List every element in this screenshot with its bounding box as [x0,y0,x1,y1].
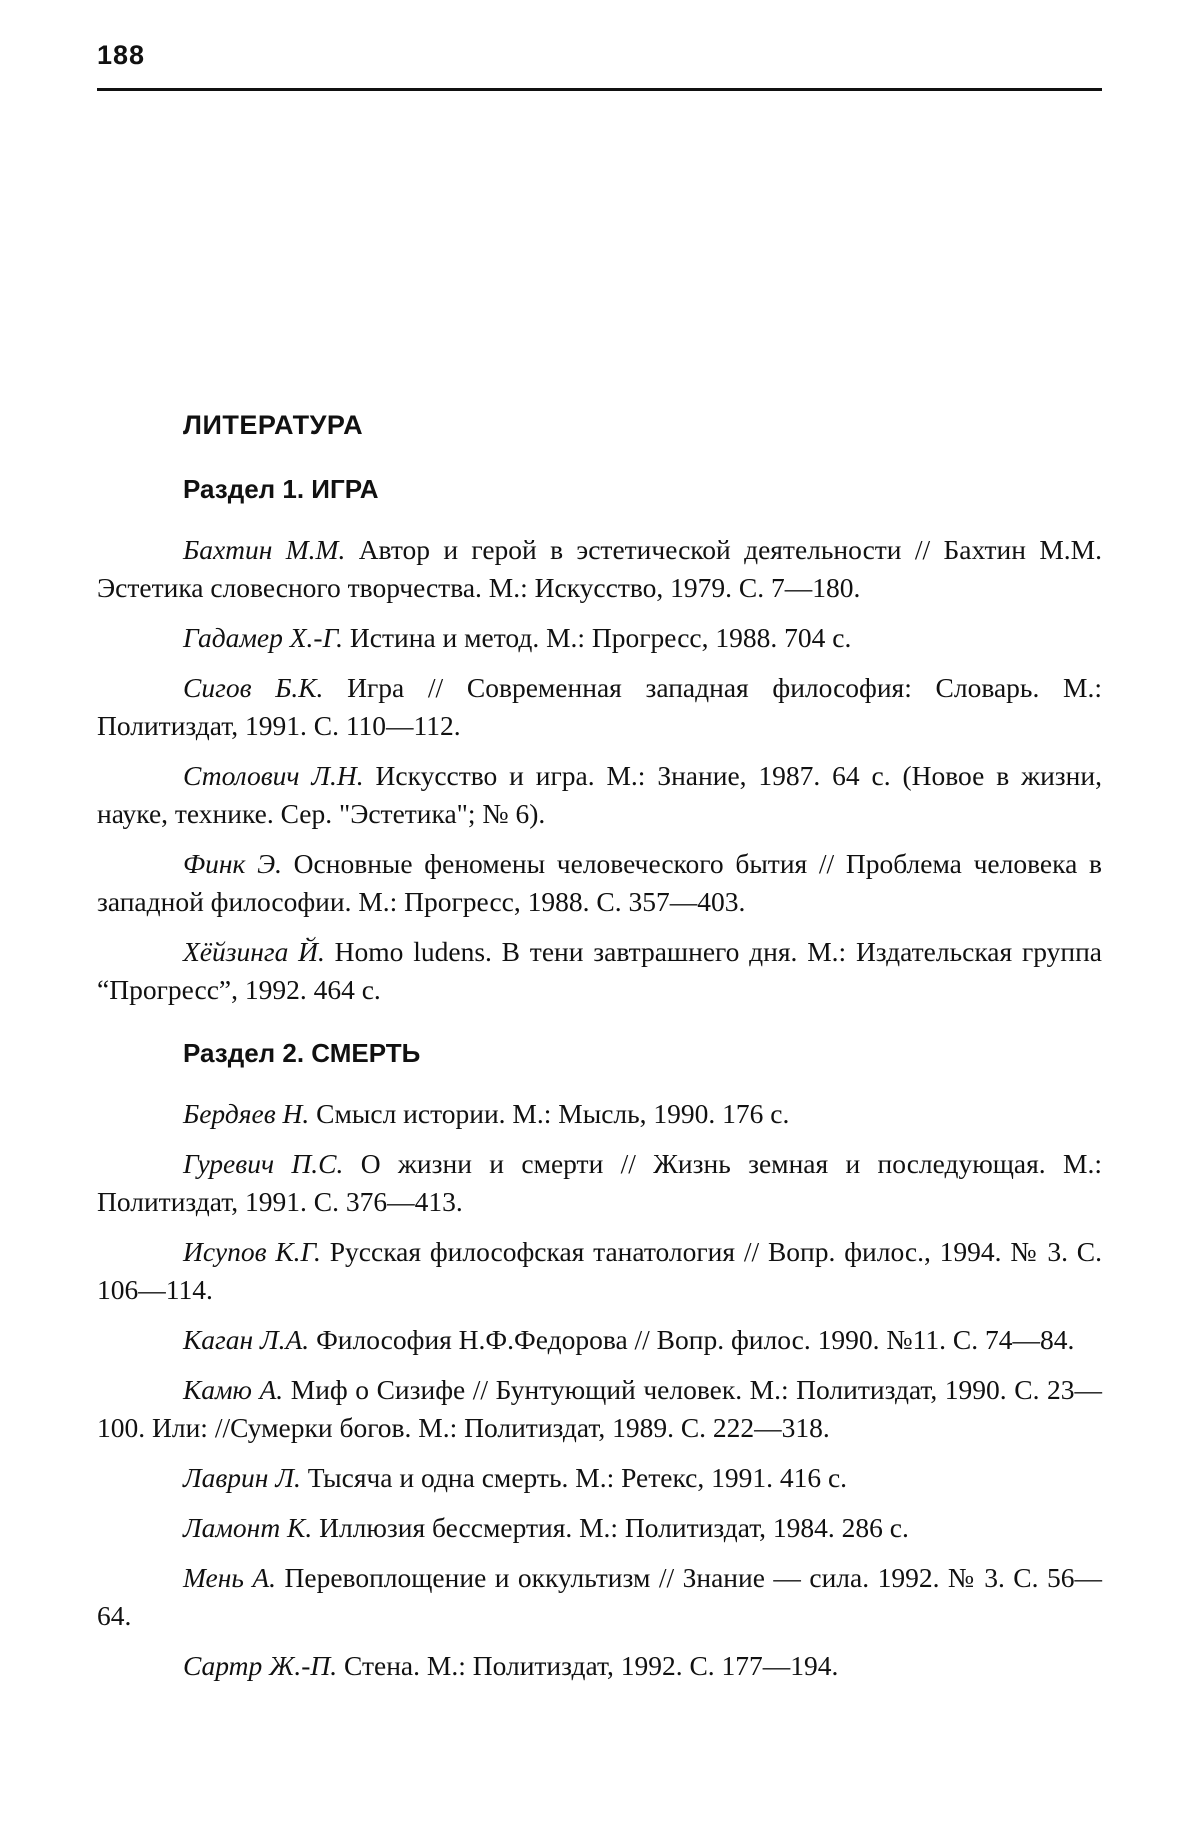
bibliography-heading: ЛИТЕРАТУРА [183,410,364,440]
section-game [97,469,1102,1009]
bibliography-entry [97,1233,1102,1309]
bibliography-entry [97,1371,1102,1447]
entry-text: Русская философская танатология // Вопр. филос., 1994. № 3. С. 106—114. [97,1236,1103,1305]
bibliography-entry [97,669,1102,745]
entry-author: Бердяев Н. [183,1098,310,1129]
entry-author: Сартр Ж.-П. [183,1650,338,1681]
entry-author: Хёйзинга Й. [183,936,325,967]
bibliography-entry [97,933,1102,1009]
entry-text: Перевоплощение и оккультизм // Знание — сила. 1992. № 3. С. 56—64. [97,1562,1102,1631]
entry-author: Ламонт К. [183,1512,313,1543]
entry-text: Философия Н.Ф.Федорова // Вопр. филос. 1990. №11. С. 74—84. [309,1324,1075,1355]
header-rule [97,88,1102,91]
entry-text: Тысяча и одна смерть. М.: Ретекс, 1991. 416 с. [300,1462,848,1493]
entry-author: Бахтин М.М. [183,534,346,565]
entry-author: Финк Э. [183,848,282,879]
bibliography-entry [97,1321,1102,1359]
entry-author: Исупов К.Г. [183,1236,321,1267]
section-title: Раздел 1. ИГРА [183,474,379,504]
section-title: Раздел 2. СМЕРТЬ [183,1038,421,1068]
bibliography-entry [97,1559,1102,1635]
section-death [97,1033,1102,1685]
entry-author: Гуревич П.С. [183,1148,344,1179]
entry-text: Автор и герой в эстетической деятельности // Бахтин М.М. Эстетика словесного творчества. М.: Искусство, 1979. С. 7—180. [97,534,1102,603]
bibliography-entry [97,1145,1102,1221]
entry-author: Каган Л.А. [183,1324,310,1355]
entry-text: О жизни и смерти // Жизнь земная и последующая. М.: Политиздат, 1991. С. 376—413. [97,1148,1102,1217]
bibliography-entry [97,1509,1102,1547]
bibliography-entry [97,619,1102,657]
bibliography [97,405,1102,1697]
bibliography-entry [97,531,1102,607]
bibliography-entry [97,1095,1102,1133]
bibliography-entry [97,1459,1102,1497]
entry-text: Homo ludens. В тени завтрашнего дня. М.: Издательская группа “Прогресс”, 1992. 464 с. [97,936,1102,1005]
bibliography-entry [97,845,1102,921]
entry-author: Лаврин Л. [183,1462,301,1493]
entry-text: Истина и метод. М.: Прогресс, 1988. 704 с. [343,622,852,653]
bibliography-entry [97,1647,1102,1685]
entry-text: Миф о Сизифе // Бунтующий человек. М.: Политиздат, 1990. С. 23—100. Или: //Сумерки богов. М.: Политиздат, 1989. С. 222—318. [97,1374,1103,1443]
page-number: 188 [97,40,146,70]
entry-text: Основные феномены человеческого бытия // Проблема человека в западной философии. М.: Прогресс, 1988. С. 357—403. [97,848,1102,917]
entry-author: Сигов Б.К. [183,672,324,703]
entry-author: Столович Л.Н. [183,760,364,791]
entry-text: Смысл истории. М.: Мысль, 1990. 176 с. [309,1098,790,1129]
entry-text: Стена. М.: Политиздат, 1992. С. 177—194. [337,1650,839,1681]
entry-text: Иллюзия бессмертия. М.: Политиздат, 1984. 286 с. [312,1512,909,1543]
entry-author: Гадамер Х.-Г. [183,622,344,653]
bibliography-entry [97,757,1102,833]
entry-author: Мень А. [183,1562,277,1593]
entry-author: Камю А. [183,1374,284,1405]
entry-text: Искусство и игра. М.: Знание, 1987. 64 с. (Новое в жизни, науке, технике. Сер. "Эстетика"; № 6). [97,760,1102,829]
entry-text: Игра // Современная западная философия: Словарь. М.: Политиздат, 1991. С. 110—112. [97,672,1102,741]
